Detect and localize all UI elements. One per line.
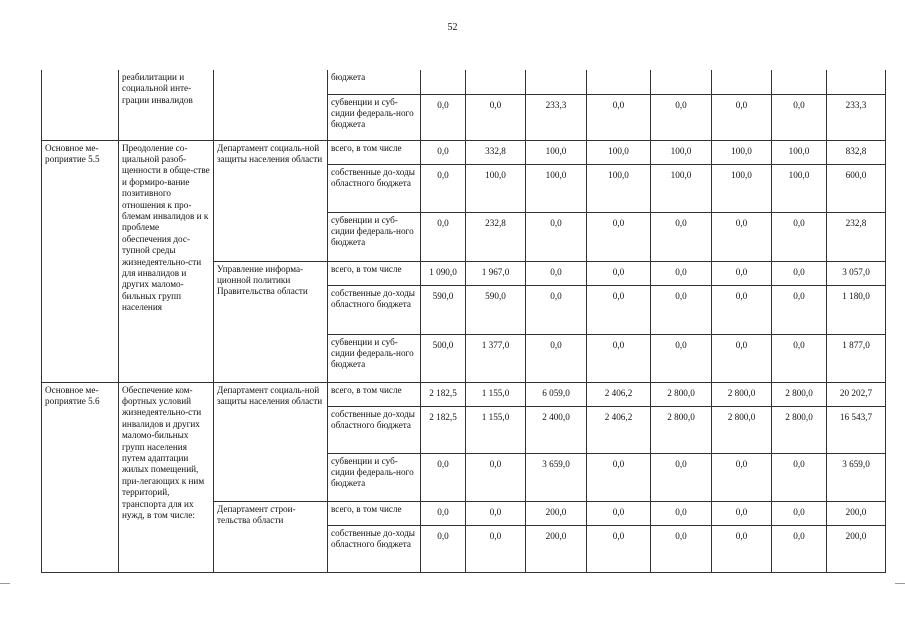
value-cell: 2 800,0 <box>712 406 772 453</box>
funding-source-cell: бюджета <box>328 70 421 94</box>
value-cell: 100,0 <box>526 164 587 212</box>
value-cell: 0,0 <box>712 212 772 261</box>
value-cell: 0,0 <box>466 501 526 525</box>
value-cell: 0,0 <box>772 334 827 382</box>
value-cell: 0,0 <box>421 164 466 212</box>
value-cell: 0,0 <box>587 501 651 525</box>
value-cell: 3 057,0 <box>827 261 886 285</box>
value-cell: 16 543,7 <box>827 406 886 453</box>
value-cell: 0,0 <box>651 525 712 572</box>
value-cell: 0,0 <box>587 261 651 285</box>
value-cell: 1 155,0 <box>466 382 526 406</box>
funding-source-cell: собственные до-ходы областного бюджета <box>328 285 421 334</box>
value-cell: 332,8 <box>466 140 526 164</box>
value-cell: 1 967,0 <box>466 261 526 285</box>
executor-cell: Департамент строи-тельства области <box>214 501 328 572</box>
description-cell: Обеспечение ком-фортных условий жизнедеятельно-сти инвалидов и других маломо-бильных групп населения путем адаптации жилых помещений, при-легающих к ним территорий, транспорта для их нужд, в том числе: <box>119 382 214 572</box>
value-cell: 3 659,0 <box>827 453 886 501</box>
value-cell: 200,0 <box>827 501 886 525</box>
value-cell: 2 406,2 <box>587 406 651 453</box>
value-cell: 0,0 <box>712 261 772 285</box>
value-cell: 233,3 <box>526 94 587 140</box>
value-cell: 0,0 <box>712 525 772 572</box>
executor-cell: Департамент социаль-ной защиты населения области <box>214 382 328 501</box>
value-cell: 0,0 <box>421 140 466 164</box>
value-cell: 0,0 <box>526 285 587 334</box>
value-cell: 20 202,7 <box>827 382 886 406</box>
value-cell: 0,0 <box>466 94 526 140</box>
value-cell: 0,0 <box>421 212 466 261</box>
value-cell <box>772 70 827 94</box>
executor-cell <box>214 70 328 140</box>
value-cell: 100,0 <box>772 140 827 164</box>
value-cell: 233,3 <box>827 94 886 140</box>
funding-source-cell: субвенции и суб-сидии федераль-ного бюджета <box>328 453 421 501</box>
executor-cell: Управление информа-ционной политики Правительства области <box>214 261 328 382</box>
value-cell: 2 182,5 <box>421 382 466 406</box>
value-cell: 0,0 <box>421 453 466 501</box>
value-cell: 590,0 <box>421 285 466 334</box>
value-cell <box>466 70 526 94</box>
value-cell: 100,0 <box>587 140 651 164</box>
value-cell: 0,0 <box>421 501 466 525</box>
value-cell: 0,0 <box>772 453 827 501</box>
value-cell: 232,8 <box>827 212 886 261</box>
executor-cell: Департамент социаль-ной защиты населения области <box>214 140 328 261</box>
value-cell: 0,0 <box>712 285 772 334</box>
value-cell: 0,0 <box>587 212 651 261</box>
value-cell: 200,0 <box>827 525 886 572</box>
value-cell: 1 155,0 <box>466 406 526 453</box>
funding-source-cell: всего, в том числе <box>328 382 421 406</box>
value-cell: 0,0 <box>651 212 712 261</box>
table-row <box>42 140 886 164</box>
value-cell: 0,0 <box>772 525 827 572</box>
value-cell: 0,0 <box>651 334 712 382</box>
value-cell: 0,0 <box>651 285 712 334</box>
value-cell: 100,0 <box>772 164 827 212</box>
funding-source-cell: всего, в том числе <box>328 501 421 525</box>
page-number: 52 <box>447 22 458 33</box>
value-cell <box>421 70 466 94</box>
funding-source-cell: всего, в том числе <box>328 140 421 164</box>
value-cell: 0,0 <box>772 94 827 140</box>
value-cell: 3 659,0 <box>526 453 587 501</box>
value-cell: 0,0 <box>712 453 772 501</box>
value-cell: 0,0 <box>466 453 526 501</box>
funding-source-cell: собственные до-ходы областного бюджета <box>328 525 421 572</box>
funding-source-cell: субвенции и суб-сидии федераль-ного бюджета <box>328 334 421 382</box>
value-cell: 100,0 <box>712 140 772 164</box>
value-cell: 2 182,5 <box>421 406 466 453</box>
value-cell: 100,0 <box>651 140 712 164</box>
value-cell: 0,0 <box>712 334 772 382</box>
value-cell: 2 800,0 <box>712 382 772 406</box>
description-cell: реабилитации и социальной инте-грации инвалидов <box>119 70 214 140</box>
value-cell <box>712 70 772 94</box>
value-cell: 100,0 <box>526 140 587 164</box>
value-cell: 0,0 <box>526 212 587 261</box>
value-cell: 0,0 <box>587 453 651 501</box>
value-cell: 2 406,2 <box>587 382 651 406</box>
value-cell: 0,0 <box>772 212 827 261</box>
value-cell: 0,0 <box>712 94 772 140</box>
value-cell <box>651 70 712 94</box>
value-cell: 0,0 <box>587 285 651 334</box>
value-cell: 1 877,0 <box>827 334 886 382</box>
value-cell: 0,0 <box>651 261 712 285</box>
value-cell: 832,8 <box>827 140 886 164</box>
value-cell: 0,0 <box>587 525 651 572</box>
value-cell: 0,0 <box>421 94 466 140</box>
measure-cell: Основное ме-роприятие 5.5 <box>42 140 119 382</box>
value-cell: 500,0 <box>421 334 466 382</box>
table-row <box>42 70 886 94</box>
value-cell: 100,0 <box>651 164 712 212</box>
value-cell: 100,0 <box>712 164 772 212</box>
value-cell: 200,0 <box>526 525 587 572</box>
value-cell: 0,0 <box>772 261 827 285</box>
value-cell: 0,0 <box>526 334 587 382</box>
value-cell: 6 059,0 <box>526 382 587 406</box>
value-cell: 0,0 <box>526 261 587 285</box>
value-cell: 2 800,0 <box>651 406 712 453</box>
value-cell: 2 800,0 <box>651 382 712 406</box>
value-cell <box>827 70 886 94</box>
value-cell: 100,0 <box>466 164 526 212</box>
value-cell: 0,0 <box>466 525 526 572</box>
funding-source-cell: субвенции и суб-сидии федераль-ного бюджета <box>328 212 421 261</box>
value-cell: 0,0 <box>712 501 772 525</box>
value-cell <box>587 70 651 94</box>
value-cell: 2 800,0 <box>772 406 827 453</box>
value-cell: 0,0 <box>772 285 827 334</box>
right-edge-mark <box>895 583 905 584</box>
value-cell: 200,0 <box>526 501 587 525</box>
value-cell: 0,0 <box>587 334 651 382</box>
value-cell: 0,0 <box>772 501 827 525</box>
value-cell: 2 800,0 <box>772 382 827 406</box>
funding-source-cell: всего, в том числе <box>328 261 421 285</box>
budget-table <box>41 70 886 573</box>
value-cell: 1 090,0 <box>421 261 466 285</box>
value-cell: 0,0 <box>651 453 712 501</box>
value-cell: 232,8 <box>466 212 526 261</box>
measure-cell: Основное ме-роприятие 5.6 <box>42 382 119 572</box>
value-cell: 100,0 <box>587 164 651 212</box>
value-cell: 0,0 <box>651 94 712 140</box>
description-cell: Преодоление со-циальной разоб-щенности в обще-стве и формиро-вание позитивного отношения к про-блемам инвалидов и к проблеме обеспечения дос-тупной среды жизнедеятельно-сти для инвалидов и других маломо-бильных групп населения <box>119 140 214 382</box>
value-cell: 590,0 <box>466 285 526 334</box>
value-cell: 0,0 <box>421 525 466 572</box>
value-cell: 1 377,0 <box>466 334 526 382</box>
left-edge-mark <box>0 583 10 584</box>
value-cell: 0,0 <box>587 94 651 140</box>
value-cell <box>526 70 587 94</box>
value-cell: 1 180,0 <box>827 285 886 334</box>
funding-source-cell: собственные до-ходы областного бюджета <box>328 406 421 453</box>
value-cell: 2 400,0 <box>526 406 587 453</box>
funding-source-cell: собственные до-ходы областного бюджета <box>328 164 421 212</box>
value-cell: 0,0 <box>651 501 712 525</box>
value-cell: 600,0 <box>827 164 886 212</box>
measure-cell <box>42 70 119 140</box>
funding-source-cell: субвенции и суб-сидии федераль-ного бюджета <box>328 94 421 140</box>
table-row <box>42 382 886 406</box>
